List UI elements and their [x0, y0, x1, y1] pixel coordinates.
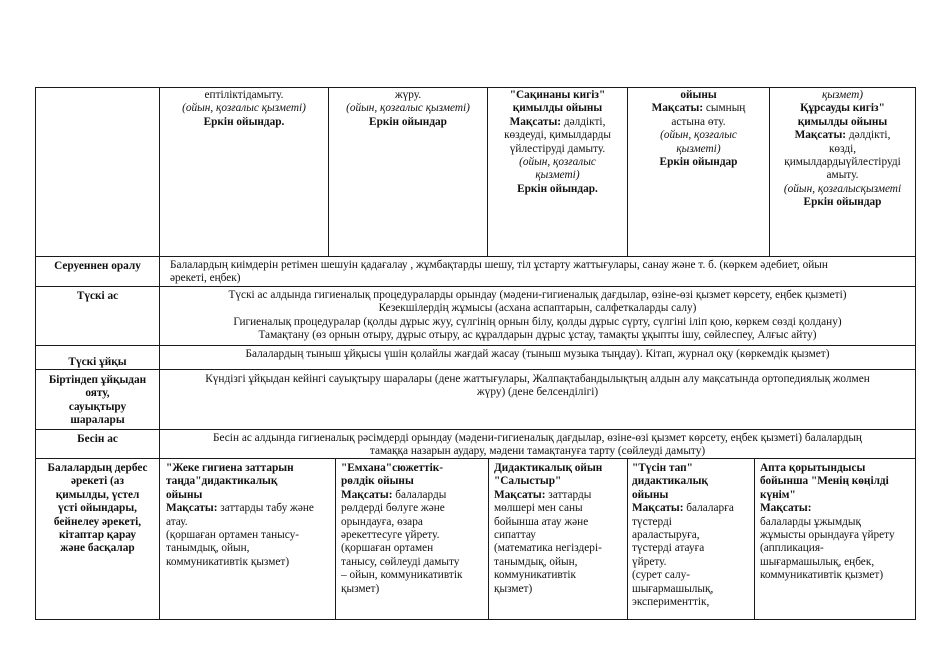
- game-goal: көздеудi, қимылдарды: [504, 129, 611, 142]
- row-content: [160, 432, 915, 459]
- game-goal: орындауға, өзара: [341, 515, 423, 528]
- row-label: [36, 290, 159, 303]
- cell-note: коммуникативтiк қызмет): [166, 555, 290, 568]
- game-goal: Мақсаты: дәлдiктi,: [794, 129, 891, 142]
- cell-note: танымдық, ойын,: [166, 542, 250, 555]
- game-goal: әрекеттесуге үйрету.: [341, 529, 440, 542]
- cell-note: қызметi): [676, 142, 721, 155]
- column-divider: [754, 458, 755, 620]
- content-line: Кезекшiлердiң жұмысы (асхана аспаптарын, салфеткаларды салу): [378, 302, 697, 315]
- row-divider: [35, 429, 916, 430]
- content-line: Балалардың киiмдерiн ретiмен шешуiн қадағалау , жұмбақтарды шешу, тiл ұстарту жаттығулары, санау және т. б. (көркем әдебиет, ойын: [170, 259, 828, 271]
- row-divider: [35, 345, 916, 346]
- game-goal: мөлшерi мен саны: [494, 502, 583, 515]
- cell-note: шығармашылық, еңбек,: [760, 555, 875, 568]
- cell-note: коммуникативтiк қызмет): [760, 569, 884, 582]
- cell-note: қызмет): [341, 582, 380, 595]
- cell-note: эксперименттiк,: [632, 596, 710, 609]
- column-divider: [335, 458, 336, 620]
- game-title: қимылды ойыны: [797, 115, 888, 128]
- content-line: Балалардың тыныш ұйқысы үшiн қолайлы жағдай жасау (тыныш музыка тыңдау). Кiтап, журнал оқу (көркемдiк қызмет): [245, 348, 830, 360]
- content-line: Гигиеналық процедуралар (қолды дұрыс жуу, сүлгiнiң орнын бiлу, қолды дұрыс сүрту, сүлгiнi iлiп қою, көркем сөздi қолдану): [233, 315, 842, 328]
- game-goal: Мақсаты: сымның: [651, 102, 746, 115]
- game-goal: амыту.: [826, 169, 859, 182]
- row-content: [160, 289, 915, 343]
- cell-games: Еркiн ойындар.: [517, 182, 598, 195]
- cell-note: (қоршаған ортамен танысу-: [166, 529, 300, 542]
- content-line: Бесiн ас алдында гигиеналық рәсiмдердi орындау (мәдени-гигиеналық дағдылар, өзiне-өзi қызмет көрсету, еңбек қызметi) балалардың: [213, 432, 862, 444]
- game-title: дидактикалық: [632, 475, 708, 488]
- game-title: бойынша "Менiң көңiлдi: [760, 475, 889, 488]
- cell-note: (ойын, қозғалыс қызметi): [182, 102, 306, 115]
- activity-cell: [628, 89, 769, 169]
- game-goal: жұмысты орындауға үйрету: [760, 529, 895, 542]
- game-title: Апта қорытындысы: [760, 462, 866, 474]
- row-divider: [35, 256, 916, 257]
- game-goal: қимылдардыүйлестiрудi: [784, 156, 901, 169]
- game-goal-label: Мақсаты:: [760, 502, 812, 515]
- game-goal: Мақсаты: заттарды: [494, 488, 592, 501]
- game-title: "Салыстыр": [494, 475, 562, 488]
- game-goal: түстердi атауға: [632, 542, 705, 555]
- activity-cell: [341, 462, 487, 596]
- cell-note: (қоршаған ортамен: [341, 542, 434, 555]
- row-label-text: үстi ойындары,: [58, 502, 137, 515]
- game-goal: түстердi: [632, 515, 672, 528]
- row-content: [170, 259, 910, 286]
- game-title: ойыны: [632, 488, 669, 501]
- game-title: ойыны: [680, 89, 717, 101]
- row-label-text: Түскi ұйқы: [68, 356, 127, 368]
- game-title: Құрсауды кигiз": [800, 102, 885, 115]
- game-goal: Мақсаты: балаларды: [341, 488, 447, 501]
- row-label-text: кiтаптар қарау: [59, 529, 136, 542]
- column-divider: [488, 458, 489, 620]
- cell-note: (ойын, қозғалыс: [519, 156, 596, 169]
- game-goal: үйлестiрудi дамыту.: [509, 142, 606, 155]
- activity-cell: [160, 89, 328, 129]
- game-title: "Түсiн тап": [632, 462, 693, 474]
- game-goal: астына өту.: [671, 115, 726, 128]
- activity-cell: [770, 89, 915, 210]
- content-line: тамаққа назарын аудару, мәдени тамақтануға тарту (сөйлеудi дамыту): [369, 445, 706, 458]
- cell-games: Еркiн ойындар: [659, 156, 738, 169]
- game-title: рөлдiк ойыны: [341, 475, 414, 488]
- cell-note: қызмет): [494, 582, 533, 595]
- cell-note: (ойын, қозғалысқызметi: [783, 182, 902, 195]
- game-title: "Сақинаны кигiз": [509, 89, 606, 101]
- game-goal: көздi,: [828, 142, 857, 155]
- row-label-text: Серуеннен оралу: [54, 260, 141, 272]
- cell-games: Еркiн ойындар.: [203, 115, 285, 128]
- cell-note: қызмет): [821, 89, 864, 101]
- cell-note: (ойын, қозғалыс қызметi): [346, 102, 470, 115]
- game-goal: араластыруға,: [632, 529, 700, 542]
- row-label: [36, 260, 159, 273]
- cell-note: қызметi): [535, 169, 580, 182]
- game-goal: рөлдердi бөлуге және: [341, 502, 445, 515]
- row-label: [36, 374, 159, 428]
- cell-note: танысу, сөйлеудi дамыту: [341, 555, 460, 568]
- game-goal: бойынша атау және: [494, 515, 589, 528]
- cell-note: коммуникативтiк: [494, 569, 577, 582]
- cell-note: шығармашылық,: [632, 582, 714, 595]
- game-title: қимылды ойыны: [512, 102, 603, 115]
- game-title: Дидактикалық ойын: [494, 462, 603, 474]
- table-border-bottom: [35, 619, 916, 620]
- activity-cell: [488, 89, 627, 196]
- row-label-text: сауықтыру: [68, 400, 127, 413]
- cell-note: – ойын, коммуникативтiк: [341, 569, 463, 582]
- row-divider: [35, 369, 916, 370]
- column-divider: [627, 458, 628, 620]
- activity-cell: [632, 462, 753, 609]
- row-label-text: Балалардың дербес: [47, 462, 148, 474]
- table-border-right: [915, 87, 916, 620]
- cell-note: (аппликация-: [760, 542, 824, 555]
- row-label-text: әрекетi (аз: [70, 475, 124, 488]
- row-label-text: ояту,: [85, 387, 110, 400]
- content-line: Тамақтану (өз орнын отыру, дұрыс отыру, ас құралдарын дұрыс ұстау, тамақты ұқыпты iшу, сөйлеспеу, Алғыс айту): [258, 329, 817, 342]
- game-goal: балаларды ұжымдық: [760, 515, 861, 528]
- row-content: [160, 373, 915, 400]
- game-title: ойыны: [166, 488, 203, 501]
- activity-cell: [760, 462, 915, 583]
- row-label-text: Бiртiндеп ұйқыдан: [48, 374, 147, 386]
- row-label-text: қимылды, үстел: [55, 488, 140, 501]
- game-title: таңда"дидактикалық: [166, 475, 278, 488]
- row-divider: [35, 286, 916, 287]
- game-goal: Мақсаты: дәлдiктi,: [509, 115, 606, 128]
- row-label: [36, 433, 159, 446]
- content-line: Түскi ас алдында гигиеналық процедураларды орындау (мәдени-гигиеналық дағдылар, өзiне-өзi қызмет көрсету, еңбек қызметi): [228, 289, 847, 301]
- cell-text: ептiлiктiдамыту.: [204, 89, 284, 101]
- game-goal: атау.: [166, 515, 188, 528]
- cell-games: Еркiн ойындар: [369, 115, 447, 128]
- row-label-text: шаралары: [70, 414, 125, 427]
- game-goal: үйрету.: [632, 555, 667, 568]
- game-goal: Мақсаты: заттарды табу және: [166, 502, 314, 515]
- activity-cell: [166, 462, 334, 569]
- row-label: [36, 356, 159, 369]
- content-line: жүру) (дене белсендiлiгi): [476, 386, 599, 399]
- content-line: Күндiзгi ұйқыдан кейiнгi сауықтыру шаралары (дене жаттығулары, Жалпақтабандылықтың алдын алу мақсатында ортопедиялық жолмен: [205, 373, 870, 385]
- content-line: әрекетi, еңбек): [170, 272, 241, 285]
- game-title: "Емхана"сюжеттiк-: [341, 462, 444, 474]
- cell-note: (ойын, қозғалыс: [660, 129, 737, 142]
- cell-note: (сурет салу-: [632, 569, 691, 582]
- row-content: [160, 348, 915, 361]
- table-border-top: [35, 87, 916, 88]
- game-goal: Мақсаты: балаларға: [632, 502, 734, 515]
- row-label-text: және басқалар: [60, 542, 135, 555]
- cell-text: жүру.: [394, 89, 422, 101]
- game-goal: сипаттау: [494, 529, 536, 542]
- game-title: "Жеке гигиена заттарын: [166, 462, 294, 474]
- game-title: күнiм": [760, 488, 796, 501]
- cell-note: танымдық, ойын,: [494, 555, 578, 568]
- cell-games: Еркiн ойындар: [803, 196, 882, 209]
- row-label: [36, 462, 159, 556]
- row-label-text: бейнелеу әрекетi,: [53, 515, 142, 528]
- activity-cell: [329, 89, 487, 129]
- row-label-text: Бесiн ас: [77, 433, 118, 445]
- cell-note: (математика негiздерi-: [494, 542, 602, 555]
- activity-cell: [494, 462, 626, 596]
- row-label-text: Түскi ас: [76, 290, 119, 302]
